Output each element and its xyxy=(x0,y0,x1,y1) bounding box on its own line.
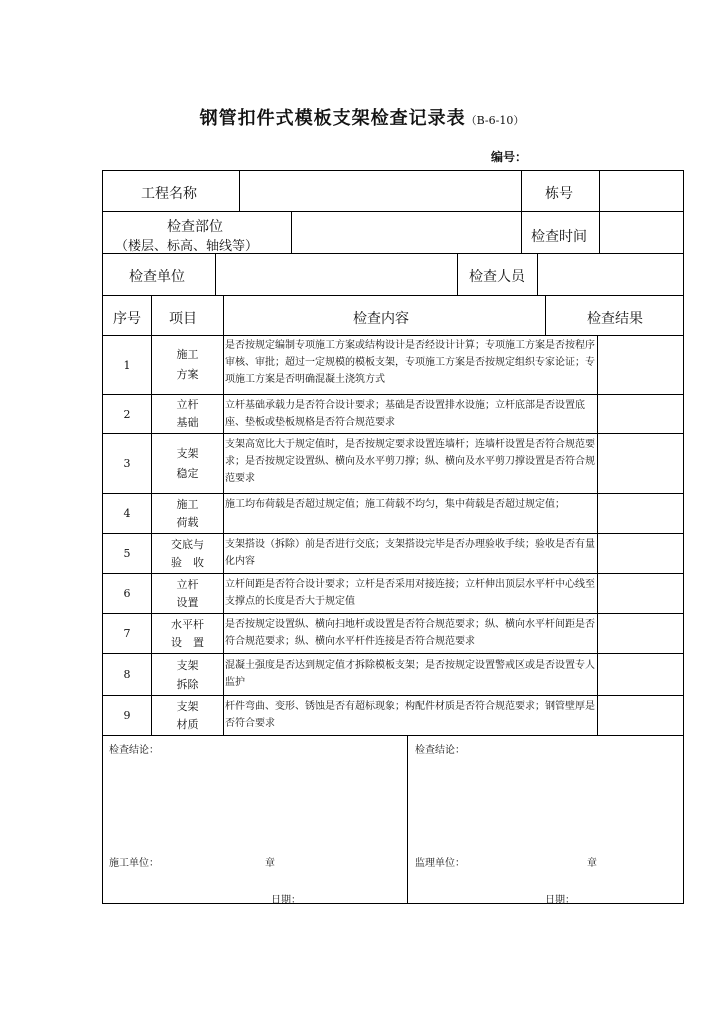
inspect-unit-label: 检查单位 xyxy=(129,269,185,285)
row-content: 支架搭设（拆除）前是否进行交底；支架搭设完毕是否办理验收手续；验收是否有量化内容 xyxy=(225,539,595,567)
row-item xyxy=(152,534,223,573)
row-item-line1: 施工 xyxy=(176,497,199,511)
row-seq: 3 xyxy=(123,457,131,470)
row-result[interactable] xyxy=(598,336,682,393)
row-item xyxy=(152,574,223,613)
form-title xyxy=(0,104,724,130)
row-item-line1: 交底与 xyxy=(171,537,204,551)
inspect-unit-field[interactable] xyxy=(216,254,456,294)
row-seq: 1 xyxy=(123,358,131,372)
left-seal-label: 章 xyxy=(265,858,275,869)
row-result[interactable] xyxy=(598,614,682,652)
building-no-label: 栋号 xyxy=(545,186,573,202)
row-content: 立杆间距是否符合设计要求；立杆是否采用对接连接；立杆伸出顶层水平杆中心线至支撑点的长度是否大于规定值 xyxy=(225,579,595,607)
row-result[interactable] xyxy=(598,494,682,532)
right-seal-label: 章 xyxy=(587,858,597,869)
inspect-time-field[interactable] xyxy=(600,212,682,252)
row-item-line2: 稳定 xyxy=(176,466,199,480)
row-item-line1: 水平杆 xyxy=(171,617,204,631)
building-no-field[interactable] xyxy=(600,172,682,210)
left-conclusion-field[interactable] xyxy=(105,756,403,846)
title-text: 钢管扣件式模板支架检查记录表 xyxy=(199,108,466,129)
row-result[interactable] xyxy=(598,574,682,612)
col-header-content: 检查内容 xyxy=(353,311,409,327)
row-item xyxy=(152,336,223,394)
supervision-unit-label: 监理单位： xyxy=(415,858,465,869)
inspect-part-sub: （楼层、标高、轴线等） xyxy=(115,239,259,254)
project-name-field[interactable] xyxy=(240,172,520,210)
row-item-line1: 支架 xyxy=(176,446,199,460)
row-content: 混凝土强度是否达到规定值才拆除模板支架；是否按规定设置警戒区或是否设置专人监护 xyxy=(225,660,595,688)
row-item-line2: 拆除 xyxy=(176,677,199,691)
row-content: 支架高宽比大于规定值时，是否按规定要求设置连墙杆；连墙杆设置是否符合规范要求；是否按规定设置纵、横向及水平剪刀撑；纵、横向及水平剪刀撑设置是否符合规范要求 xyxy=(225,439,595,484)
inspector-label: 检查人员 xyxy=(469,269,525,285)
row-result[interactable] xyxy=(598,434,682,492)
row-item xyxy=(152,654,223,695)
col-header-result: 检查结果 xyxy=(587,311,643,327)
right-conclusion-label: 检查结论： xyxy=(415,745,465,756)
row-item xyxy=(152,395,223,433)
row-result[interactable] xyxy=(598,696,682,734)
row-item-line1: 立杆 xyxy=(176,577,199,591)
inspect-time-label: 检查时间 xyxy=(531,229,587,245)
right-conclusion-field[interactable] xyxy=(411,756,681,846)
row-content: 立杆基础承载力是否符合设计要求；基础是否设置排水设施；立杆底部是否设置底座、垫板或垫板规格是否符合规范要求 xyxy=(225,400,585,428)
row-item-line2: 验 收 xyxy=(171,555,204,569)
col-header-seq: 序号 xyxy=(113,311,141,327)
inspection-table xyxy=(102,170,684,904)
row-seq: 7 xyxy=(123,627,131,640)
row-item xyxy=(152,614,223,653)
left-date-label: 日期： xyxy=(271,895,301,906)
row-content: 是否按规定设置纵、横向扫地杆或设置是否符合规范要求；纵、横向水平杆间距是否符合规范要求；纵、横向水平杆件连接是否符合规范要求 xyxy=(225,619,595,647)
col-header-item: 项目 xyxy=(169,311,197,327)
row-result[interactable] xyxy=(598,534,682,572)
row-item-line1: 施工 xyxy=(176,348,199,361)
right-date-label: 日期： xyxy=(545,895,575,906)
inspect-part-field[interactable] xyxy=(292,212,520,252)
inspector-field[interactable] xyxy=(538,254,682,294)
row-seq: 2 xyxy=(123,407,131,421)
row-seq: 8 xyxy=(123,668,131,681)
row-item-line2: 材质 xyxy=(176,717,199,731)
row-result[interactable] xyxy=(598,395,682,432)
row-content: 杆件弯曲、变形、锈蚀是否有超标现象；构配件材质是否符合规范要求；钢管壁厚是否符合要求 xyxy=(225,701,595,729)
doc-number-label: 编号： xyxy=(491,150,528,164)
row-item-line1: 支架 xyxy=(176,699,199,713)
row-item-line1: 立杆 xyxy=(176,398,199,411)
inspect-part-label: 检查部位 xyxy=(167,219,223,235)
row-content: 施工均布荷载是否超过规定值；施工荷载不均匀，集中荷载是否超过规定值； xyxy=(225,499,565,510)
row-result[interactable] xyxy=(598,654,682,694)
row-item xyxy=(152,696,223,735)
row-seq: 9 xyxy=(123,709,131,722)
row-item-line2: 设置 xyxy=(176,595,199,609)
row-seq: 5 xyxy=(123,547,131,560)
construction-unit-label: 施工单位： xyxy=(109,858,159,869)
row-content: 是否按规定编制专项施工方案或结构设计是否经设计计算；专项施工方案是否按程序审核、审批；超过一定规模的模板支架，专项施工方案是否按规定组织专家论证；专项施工方案是否明确混凝土浇筑方式 xyxy=(225,340,595,385)
row-item-line2: 方案 xyxy=(176,368,199,381)
row-item xyxy=(152,494,223,533)
row-seq: 6 xyxy=(123,587,131,600)
row-item xyxy=(152,434,223,493)
row-item-line2: 基础 xyxy=(176,416,199,429)
form-code: （B-6-10） xyxy=(465,114,525,127)
row-seq: 4 xyxy=(123,507,131,520)
left-conclusion-label: 检查结论： xyxy=(109,745,159,756)
row-item-line2: 荷载 xyxy=(176,515,199,529)
row-item-line1: 支架 xyxy=(176,658,199,672)
project-name-label: 工程名称 xyxy=(141,186,197,202)
row-item-line2: 设 置 xyxy=(171,635,204,649)
